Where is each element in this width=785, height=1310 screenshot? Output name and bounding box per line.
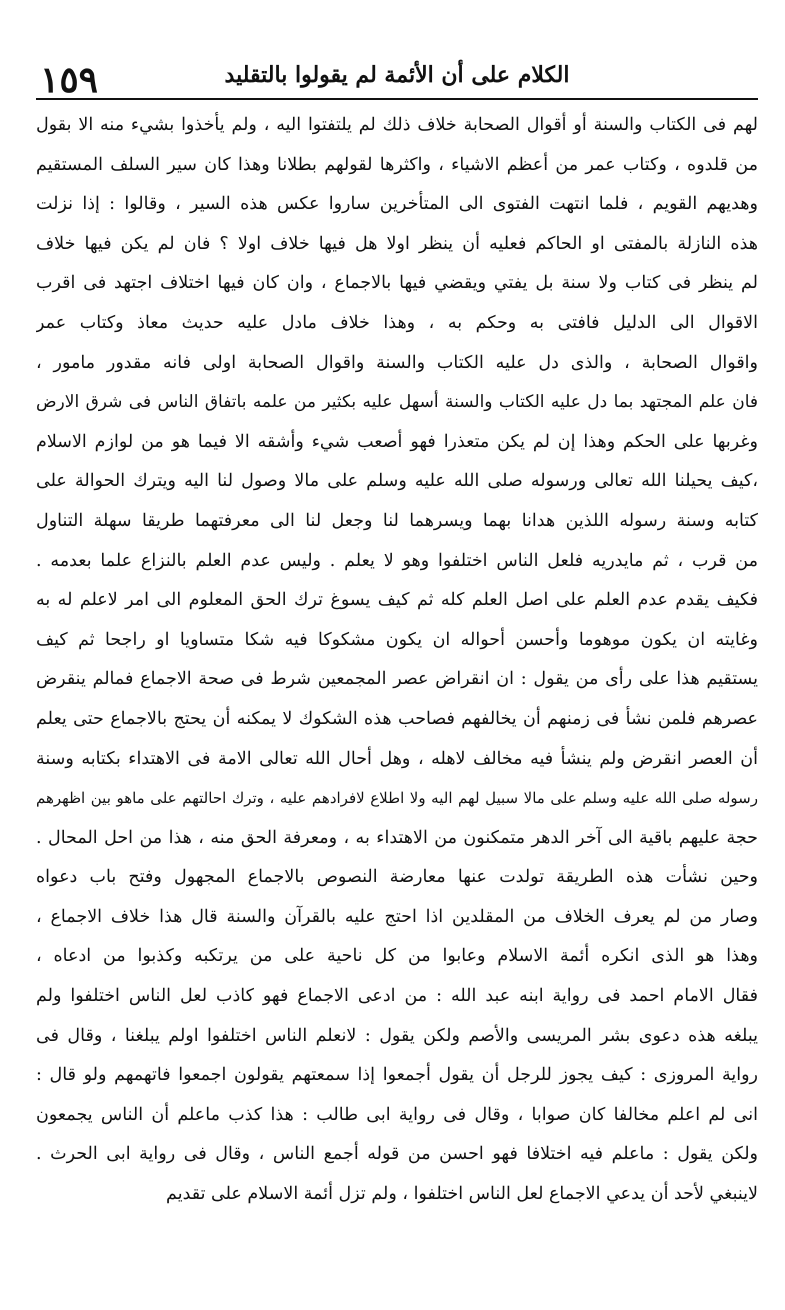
text-line: فقال الامام احمد فى رواية ابنه عبد الله : من ادعى الاجماع فهو كاذب لعل الناس اختلفوا ولم (36, 986, 758, 1007)
text-line: ولكن يقول : ماعلم فيه اختلافا فهو احسن من قوله أجمع الناس ، وقال فى رواية ابى الحرث . (36, 1144, 758, 1165)
book-page (36, 52, 758, 1287)
text-line: لاينبغي لأحد أن يدعي الاجماع لعل الناس اختلفوا ، ولم تزل أئمة الاسلام على تقديم (166, 1184, 758, 1205)
text-line: يبلغه هذه دعوى بشر المريسى والأصم ولكن يقول : لانعلم الناس اختلفوا اولم يبلغنا ، وقال فى (36, 1025, 758, 1046)
text-line: رواية المروزى : كيف يجوز للرجل أن يقول أجمعوا إذا سمعتهم يقولون اجمعوا فاتهمهم ولو قال : (36, 1065, 758, 1086)
text-line: كتابه وسنة رسوله اللذين هدانا بهما ويسرهما لنا وجعل لنا الى معرفتهما طريقا سهلة التناول (36, 510, 758, 531)
text-line: انى لم اعلم مخالفا كان صوابا ، وقال فى رواية ابى طالب : هذا كذب ماعلم أن الناس يجمعون (36, 1104, 758, 1125)
text-line: الاقوال الى الدليل فافتى به وحكم به ، وهذا خلاف مادل عليه حديث معاذ وكتاب عمر (36, 312, 758, 333)
page-header (36, 52, 758, 106)
text-line: هذه النازلة بالمفتى او الحاكم فعليه أن ينظر اولا هل فيها خلاف اولا ؟ فان لم يكن فيها خلاف (36, 233, 758, 254)
text-line: من قلدوه ، وكتاب عمر من أعظم الاشياء ، واكثرها لقولهم بطلانا وهذا كان سير السلف المستقيم (36, 154, 758, 175)
running-title: الكلام على أن الأئمة لم يقولوا بالتقليد (224, 62, 570, 88)
text-line: لهم فى الكتاب والسنة أو أقوال الصحابة خلاف ذلك لم يلتفتوا اليه ، ولم يأخذوا بشيء منه الا بقول (36, 115, 758, 135)
body-text (36, 106, 758, 1215)
header-rule (36, 98, 758, 100)
text-line: وهذا هو الذى انكره أئمة الاسلام وعابوا من كل ناحية على من يرتكبه وكذبوا من ادعاه ، (36, 946, 758, 967)
text-line: وحين نشأت هذه الطريقة تولدت عنها معارضة النصوص بالاجماع المجهول وفتح باب دعواه (36, 867, 758, 888)
text-line: أن العصر انقرض ولم ينشأ فيه مخالف لاهله ، وهل أحال الله تعالى الامة فى الاهتداء بكتابه وسنة (36, 748, 758, 769)
text-line: واقوال الصحابة ، والذى دل عليه الكتاب والسنة واقوال الصحابة اولى فانه مقدور مامور ، (36, 352, 758, 373)
text-line: يستقيم هذا على رأى من يقول : ان انقراض عصر المجمعين شرط فى صحة الاجماع فمالم ينقرض (36, 669, 758, 690)
text-line: وغايته ان يكون موهوما وأحسن أحواله ان يكون مشكوكا فيه شكا متساويا او راجحا ثم كيف (36, 629, 758, 650)
text-line: عصرهم فلمن نشأ فى زمنهم أن يخالفهم فصاحب هذه الشكوك لا يمكنه أن يحتج بالاجماع حتى يعلم (36, 708, 758, 729)
text-line: وصار من لم يعرف الخلاف من المقلدين اذا احتج عليه بالقرآن والسنة قال هذا خلاف الاجماع ، (36, 906, 758, 927)
text-line: حجة عليهم باقية الى آخر الدهر متمكنون من الاهتداء به ، ومعرفة الحق منه ، هذا من احل المحال . (36, 827, 758, 848)
text-line: رسوله صلى الله عليه وسلم على مالا سبيل لهم اليه ولا اطلاع لافرادهم عليه ، وترك احالتهم على ماهو بين اظهرهم (36, 789, 758, 808)
text-line: وهديهم القويم ، فلما انتهت الفتوى الى المتأخرين ساروا عكس هذه السير ، وقالوا : إذا نزلت (36, 194, 758, 215)
text-line: وغربها على الحكم وهذا إن لم يكن متعذرا فهو أصعب شيء وأشقه الا فيما هو من لوازم الاسلام (36, 431, 758, 452)
text-line: فان علم المجتهد بما دل عليه الكتاب والسنة أسهل عليه بكثير من علمه باتفاق الناس فى شرق الارض (36, 392, 758, 413)
text-line: لم ينظر فى كتاب ولا سنة بل يفتي ويقضي فيها بالاجماع ، وان كان فيها اختلاف اجتهد فى اقرب (36, 273, 758, 294)
page-number: ١٥٩ (40, 59, 99, 101)
text-line: من قرب ، ثم مايدريه فلعل الناس اختلفوا وهو لا يعلم . وليس عدم العلم بالنزاع علما بعدمه . (36, 550, 758, 571)
text-line: ،كيف يحيلنا الله تعالى ورسوله صلى الله عليه وسلم على مالا وصول لنا اليه ويترك الحوالة على (36, 471, 758, 492)
text-line: فكيف يقدم عدم العلم على اصل العلم كله ثم كيف يسوغ ترك الحق المعلوم الى امر لاعلم له به (36, 590, 758, 611)
